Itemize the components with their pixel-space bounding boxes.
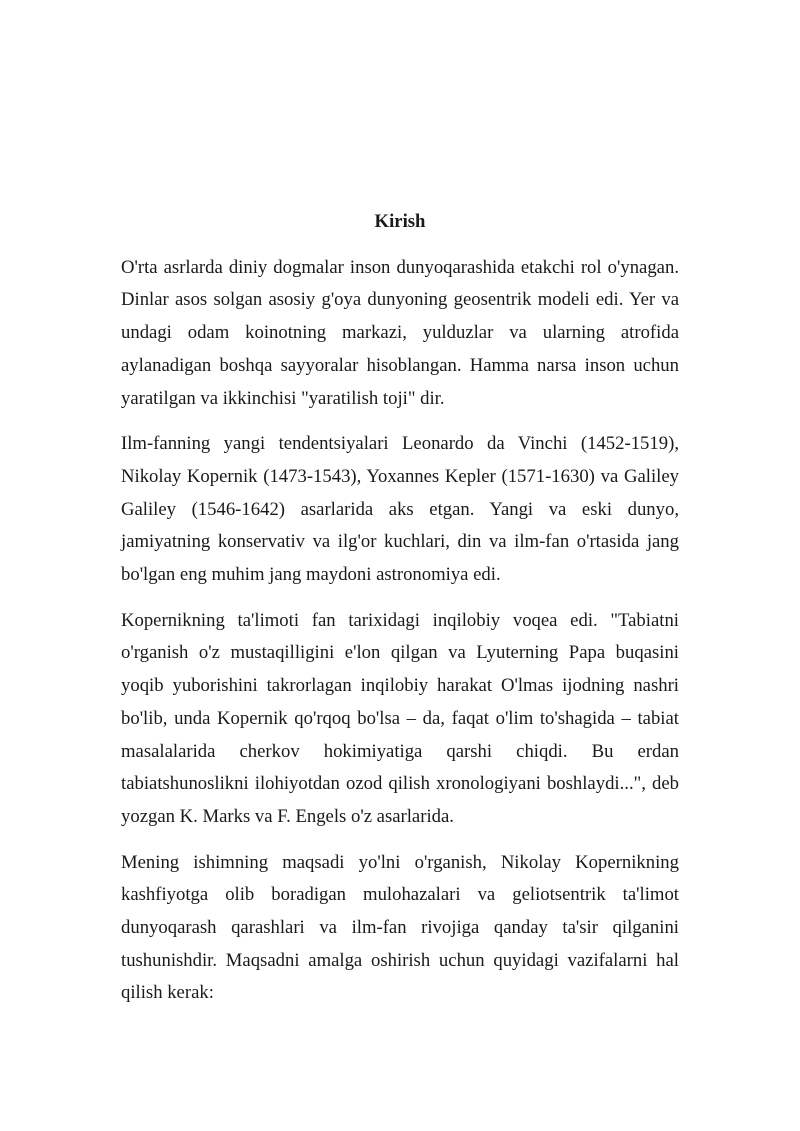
paragraph-1: O'rta asrlarda diniy dogmalar inson dunyoqarashida etakchi rol o'ynagan. Dinlar asos solgan asosiy g'oya dunyoning geosentrik modeli edi. Yer va undagi odam koinotning markazi, yulduzlar va ularning atrofida aylanadigan boshqa sayyoralar hisoblangan. Hamma narsa inson uchun yaratilgan va ikkinchisi "yaratilish toji" dir. [121, 256, 679, 409]
paragraph-2: Ilm-fanning yangi tendentsiyalari Leonardo da Vinchi (1452-1519), Nikolay Kopernik (1473-1543), Yoxannes Kepler (1571-1630) va Galiley Galiley (1546-1642) asarlarida aks etgan. Yangi va eski dunyo, jamiyatning konservativ va ilg'or kuchlari, din va ilm-fan o'rtasida jang bo'lgan eng muhim jang maydoni astronomiya edi. [121, 433, 679, 586]
section-title: Kirish [374, 211, 426, 232]
paragraph-4: Mening ishimning maqsadi yo'lni o'rganish, Nikolay Kopernikning kashfiyotga olib boradigan mulohazalari va geliotsentrik ta'limot dunyoqarash qarashlari va ilm-fan rivojiga qanday ta'sir qilganini tushunishdir. Maqsadni amalga oshirish uchun quyidagi vazifalarni hal qilish kerak: [121, 851, 679, 1004]
paragraph-3: Kopernikning ta'limoti fan tarixidagi inqilobiy voqea edi. "Tabiatni o'rganish o'z mustaqilligini e'lon qilgan va Lyuterning Papa buqasini yoqib yuborishini takrorlagan inqilobiy harakat O'lmas ijodning nashri bo'lib, unda Kopernik qo'rqoq bo'lsa – da, faqat o'lim to'shagida – tabiat masalalarida cherkov hokimiyatiga qarshi chiqdi. Bu erdan tabiatshunoslikni ilohiyotdan ozod qilish xronologiyani boshlaydi...", deb yozgan K. Marks va F. Engels o'z asarlarida. [121, 609, 679, 827]
document-body [121, 206, 679, 1023]
